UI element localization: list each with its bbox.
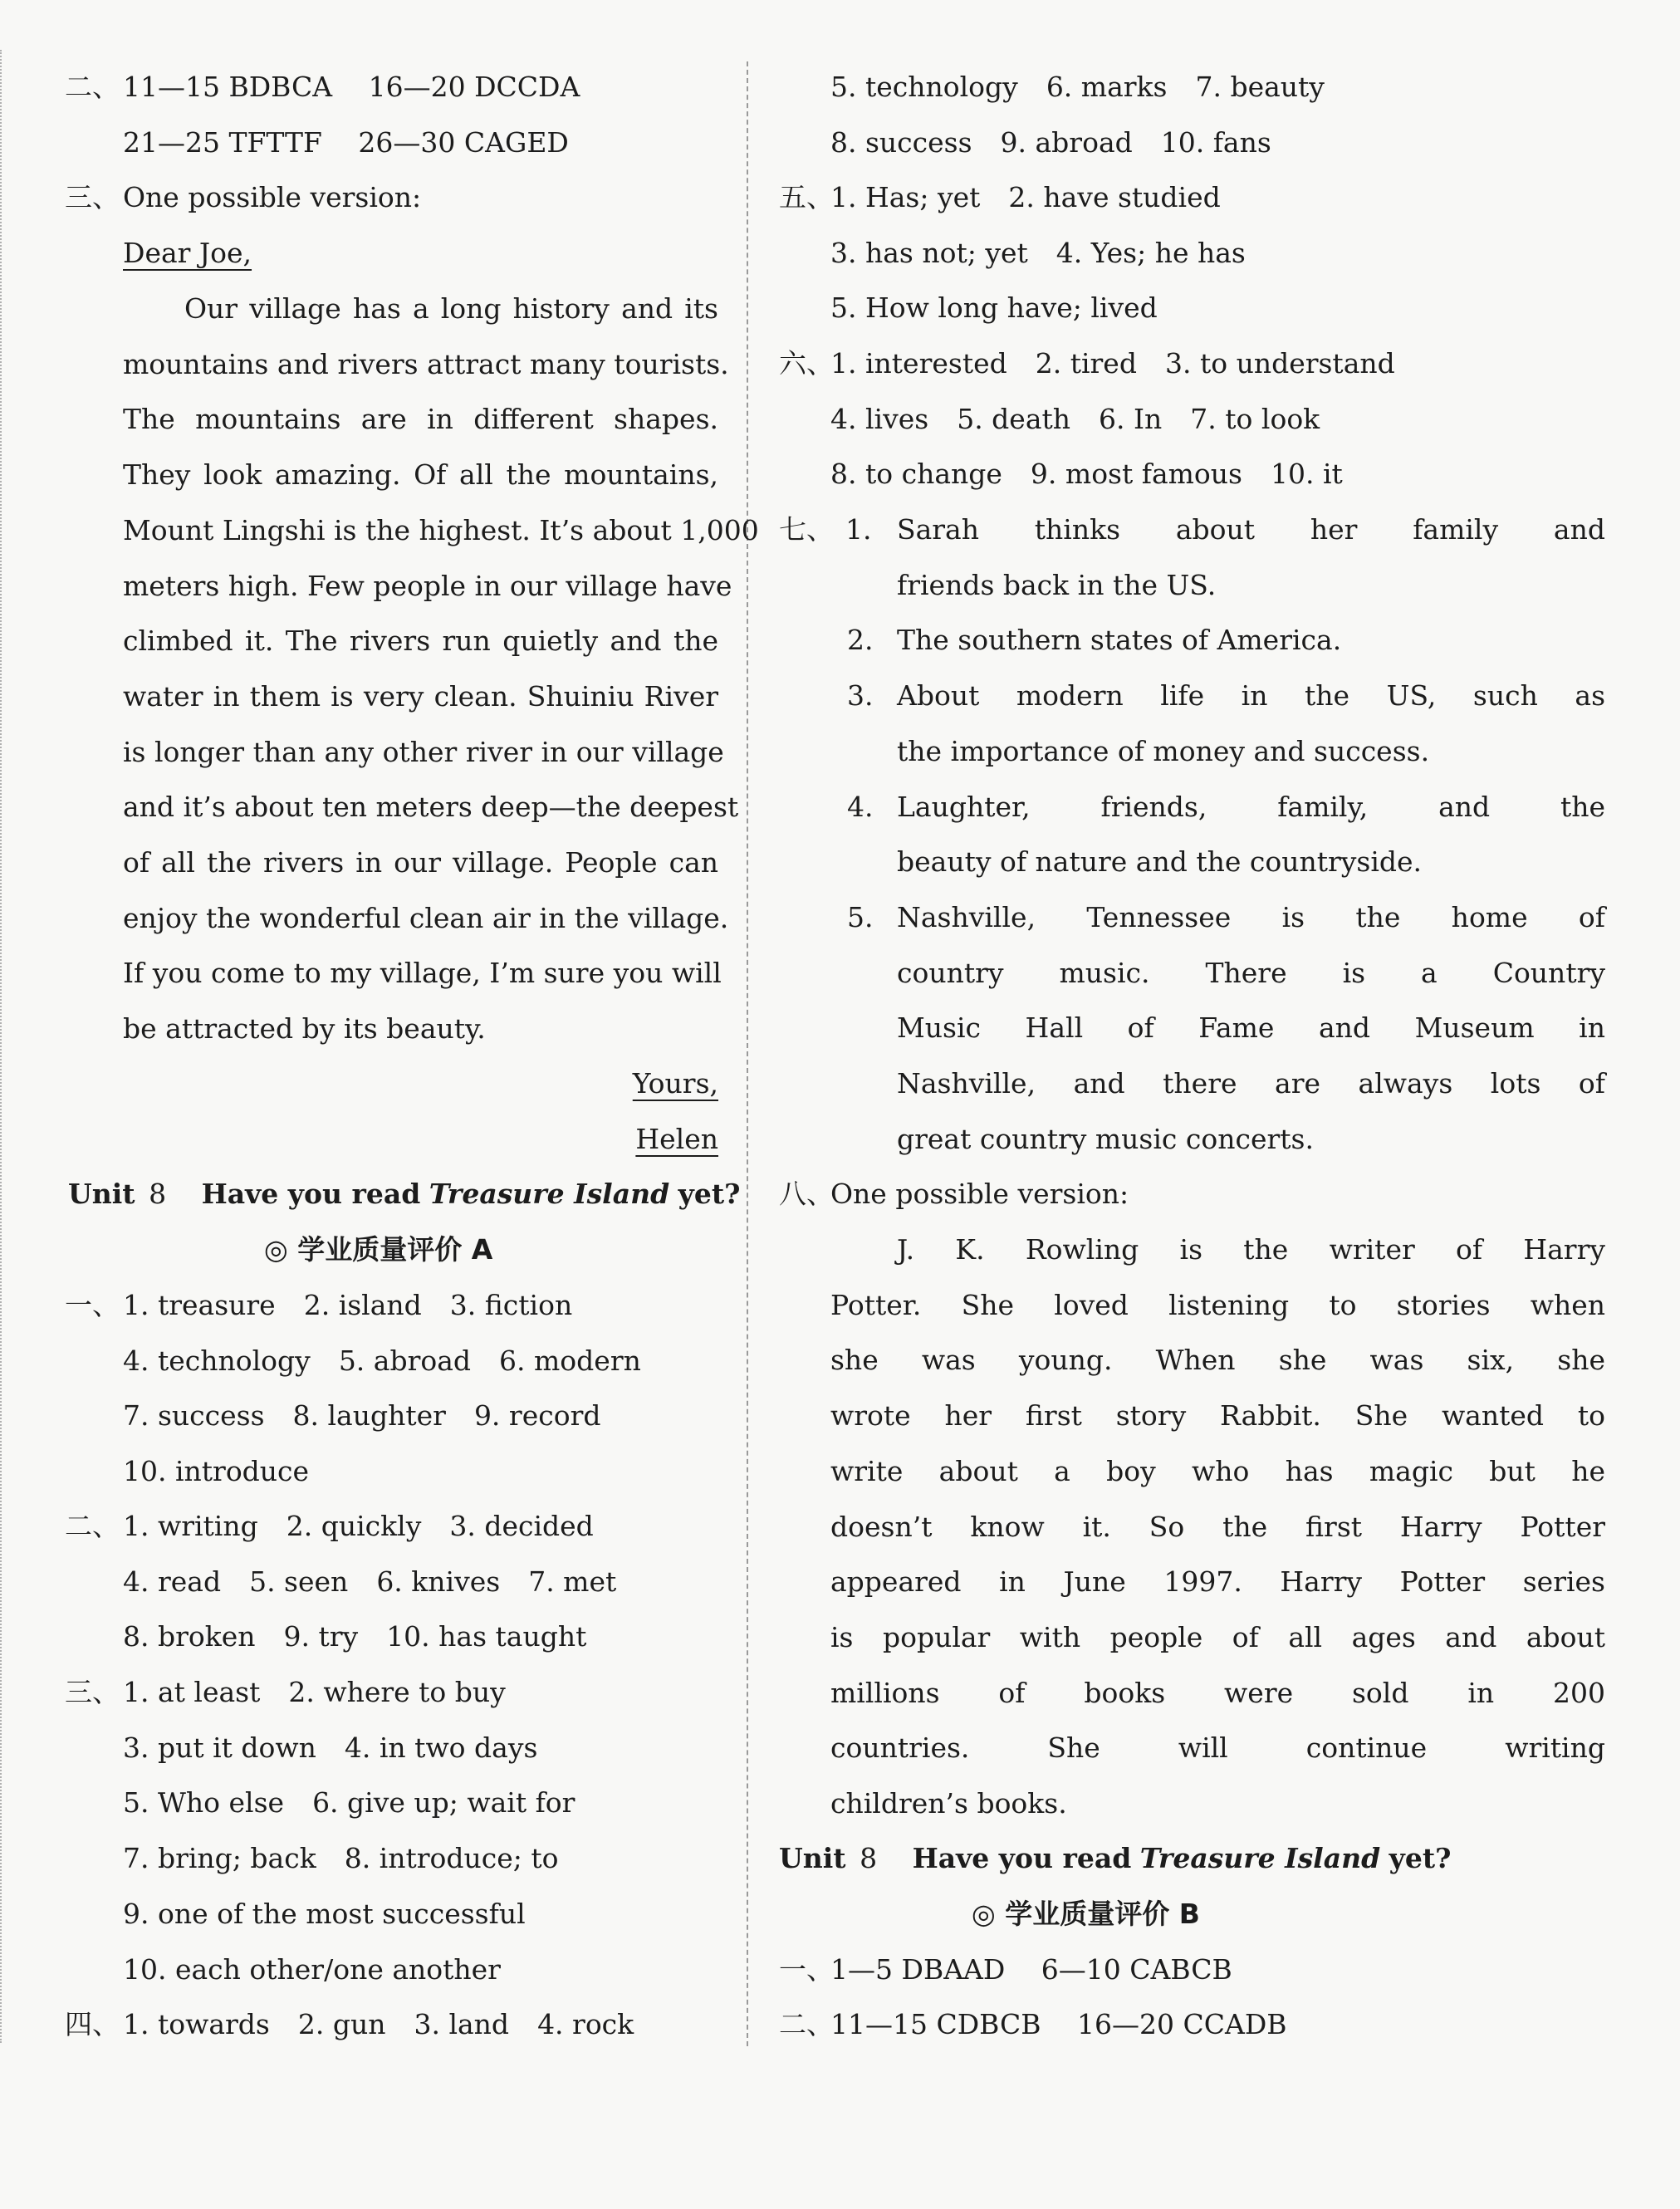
answer-item: 4. Yes; he has xyxy=(1056,237,1246,269)
section-label: 八、 xyxy=(779,1178,834,1210)
question-number: 3. xyxy=(847,679,874,712)
answer-row xyxy=(123,1786,603,1819)
question-number: 2. xyxy=(847,624,874,656)
essay-line: J. K. Rowling is the writer of Harry xyxy=(897,1233,1605,1266)
answer-text-line: Music Hall of Fame and Museum in xyxy=(897,1011,1605,1044)
question-number: 5. xyxy=(847,901,874,933)
answer-item: 5. technology xyxy=(830,71,1018,103)
answer-item: 1. Has; yet xyxy=(830,181,981,213)
answer-row xyxy=(830,291,1186,324)
answer-item: 3. to understand xyxy=(1164,347,1395,380)
answer-row xyxy=(123,1731,566,1764)
essay-line: appeared in June 1997. Harry Potter series xyxy=(830,1565,1605,1598)
answer-item: 7. met xyxy=(528,1565,617,1598)
answer-item: 2. tired xyxy=(1035,347,1137,380)
answer-item: 2. island xyxy=(303,1289,422,1321)
answer-item: 10. introduce xyxy=(123,1455,310,1487)
answer-line: 11—15 CDBCB 16—20 CCADB xyxy=(830,2008,1287,2040)
answer-item: 4. rock xyxy=(537,2008,634,2040)
answer-item: 6. marks xyxy=(1046,71,1168,103)
section-label: 四、 xyxy=(65,2008,120,2040)
essay-line: wrote her first story Rabbit. She wanted to xyxy=(830,1399,1605,1432)
answer-row xyxy=(123,1512,622,1540)
letter-line: water in them is very clean. Shuiniu River xyxy=(123,680,718,713)
answer-row xyxy=(123,1844,587,1872)
answer-item: 9. abroad xyxy=(1000,126,1133,159)
answer-row xyxy=(830,347,1423,380)
answer-item: 3. land xyxy=(414,2008,510,2040)
section-label: 七、 xyxy=(779,513,834,546)
answer-line: 21—25 TFTTF 26—30 CAGED xyxy=(123,126,569,159)
letter-line: If you come to my village, I’m sure you will xyxy=(123,957,722,989)
letter-line: is longer than any other river in our village xyxy=(123,736,724,768)
answer-item: 2. quickly xyxy=(286,1510,422,1542)
letter-closing: Yours, xyxy=(632,1067,718,1100)
answer-text-line: great country music concerts. xyxy=(897,1123,1314,1155)
answer-row xyxy=(123,1291,600,1319)
answer-item: 6. knives xyxy=(376,1565,501,1598)
answer-item: 1. towards xyxy=(123,2008,270,2040)
answer-row xyxy=(123,1678,534,1706)
answer-item: 8. broken xyxy=(123,1620,256,1653)
answer-item: 9. one of the most successful xyxy=(123,1898,526,1930)
answer-item: 3. fiction xyxy=(449,1289,573,1321)
answer-row xyxy=(830,126,1300,159)
unit-word: Unit xyxy=(68,1178,135,1210)
answer-item: 1. interested xyxy=(830,347,1007,380)
section-label: 二、 xyxy=(65,71,120,103)
answer-item: 4. lives xyxy=(830,403,929,435)
answer-item: 7. beauty xyxy=(1195,71,1325,103)
section-title: One possible version: xyxy=(830,1178,1129,1210)
section-label: 六、 xyxy=(779,347,834,380)
answer-item: 1. at least xyxy=(123,1676,261,1708)
answer-item: 8. to change xyxy=(830,458,1002,490)
answer-item: 10. each other/one another xyxy=(123,1953,501,1986)
unit-title-pre: Have you read xyxy=(201,1178,421,1210)
binding-edge xyxy=(0,50,3,2043)
section-label: 一、 xyxy=(779,1953,834,1986)
section-label: 三、 xyxy=(65,181,120,213)
essay-line: millions of books were sold in 200 xyxy=(830,1677,1605,1709)
answer-row xyxy=(123,1953,529,1986)
answer-row xyxy=(123,1565,644,1598)
unit-number: 8 xyxy=(149,1178,167,1210)
letter-line: Mount Lingshi is the highest. It’s about 1,000 xyxy=(123,514,759,546)
answer-row xyxy=(123,1457,337,1485)
letter-line: be attracted by its beauty. xyxy=(123,1012,486,1045)
unit-title-book: Treasure Island xyxy=(1139,1842,1381,1874)
answer-text-line: beauty of nature and the countryside. xyxy=(897,845,1423,878)
answer-item: 9. try xyxy=(283,1620,359,1653)
answer-item: 7. to look xyxy=(1190,403,1320,435)
answer-text-line: The southern states of America. xyxy=(897,624,1342,656)
answer-row xyxy=(830,458,1371,490)
answer-text-line: Nashville, and there are always lots of xyxy=(897,1067,1605,1100)
answer-item: 6. In xyxy=(1099,403,1163,435)
answer-item: 1. writing xyxy=(123,1510,258,1542)
answer-item: 5. death xyxy=(957,403,1071,435)
essay-line: doesn’t know it. So the first Harry Potter xyxy=(830,1511,1605,1543)
unit-title-pre: Have you read xyxy=(912,1842,1132,1874)
unit-title-post: yet? xyxy=(1389,1842,1452,1874)
section-title: One possible version: xyxy=(123,181,422,213)
answer-row xyxy=(123,1620,615,1653)
section-label: 二、 xyxy=(779,2008,834,2040)
answer-item: 5. How long have; lived xyxy=(830,291,1158,324)
answer-item: 6. modern xyxy=(499,1345,641,1377)
answer-item: 1. treasure xyxy=(123,1289,276,1321)
answer-text-line: friends back in the US. xyxy=(897,569,1217,601)
letter-line: They look amazing. Of all the mountains, xyxy=(123,458,718,491)
letter-line: enjoy the wonderful clean air in the village. xyxy=(123,902,729,934)
unit-title-book: Treasure Island xyxy=(429,1178,670,1210)
answer-item: 4. in two days xyxy=(344,1731,538,1764)
letter-line: and it’s about ten meters deep—the deepest xyxy=(123,791,739,823)
answer-text-line: Sarah thinks about her family and xyxy=(897,513,1605,546)
answer-text-line: Nashville, Tennessee is the home of xyxy=(897,901,1605,933)
section-label: 一、 xyxy=(65,1289,120,1321)
answer-item: 10. it xyxy=(1270,458,1343,490)
answer-item: 9. most famous xyxy=(1030,458,1242,490)
unit-heading xyxy=(779,1842,1452,1874)
letter-line: meters high. Few people in our village have xyxy=(123,570,732,602)
answer-text-line: Laughter, friends, family, and the xyxy=(897,791,1605,823)
evaluation-heading: ◎ 学业质量评价 B xyxy=(972,1898,1200,1930)
answer-item: 8. laughter xyxy=(292,1399,446,1432)
answer-item: 2. where to buy xyxy=(288,1676,506,1708)
unit-heading xyxy=(68,1178,741,1210)
answer-line: 1—5 DBAAD 6—10 CABCB xyxy=(830,1953,1232,1986)
unit-number: 8 xyxy=(860,1842,878,1874)
letter-line: Our village has a long history and its xyxy=(184,292,718,325)
answer-item: 7. bring; back xyxy=(123,1842,316,1874)
answer-item: 5. Who else xyxy=(123,1786,285,1819)
answer-item: 7. success xyxy=(123,1399,265,1432)
question-number: 4. xyxy=(847,791,874,823)
answer-item: 5. seen xyxy=(249,1565,349,1598)
essay-line: is popular with people of all ages and about xyxy=(830,1621,1605,1653)
answer-text-line: the importance of money and success. xyxy=(897,735,1430,767)
column-divider xyxy=(747,61,748,2046)
essay-line: she was young. When she was six, she xyxy=(830,1344,1605,1376)
answer-item: 10. has taught xyxy=(386,1620,587,1653)
letter-signature: Helen xyxy=(635,1123,718,1155)
answer-text-line: About modern life in the US, such as xyxy=(897,679,1605,712)
answer-item: 4. technology xyxy=(123,1345,311,1377)
essay-line: countries. She will continue writing xyxy=(830,1731,1605,1764)
section-label: 二、 xyxy=(65,1510,120,1542)
unit-word: Unit xyxy=(779,1842,846,1874)
answer-item: 10. fans xyxy=(1160,126,1271,159)
answer-item: 8. success xyxy=(830,126,972,159)
section-label: 三、 xyxy=(65,1676,120,1708)
answer-item: 3. has not; yet xyxy=(830,237,1028,269)
answer-item: 3. decided xyxy=(449,1510,594,1542)
answer-row xyxy=(123,1898,554,1930)
answer-item: 4. read xyxy=(123,1565,222,1598)
essay-line: write about a boy who has magic but he xyxy=(830,1455,1605,1487)
answer-item: 9. record xyxy=(473,1399,601,1432)
section-label: 五、 xyxy=(779,181,834,213)
essay-line: children’s books. xyxy=(830,1787,1067,1820)
question-number: 1. xyxy=(845,513,872,546)
answer-item: 2. gun xyxy=(297,2008,386,2040)
answer-row xyxy=(830,405,1348,433)
answer-item: 2. have studied xyxy=(1008,181,1221,213)
answer-row xyxy=(830,239,1274,267)
letter-line: climbed it. The rivers run quietly and the xyxy=(123,624,718,657)
answer-row xyxy=(123,1399,629,1432)
answer-row xyxy=(830,71,1353,103)
letter-greeting: Dear Joe, xyxy=(123,237,252,269)
essay-line: Potter. She loved listening to stories when xyxy=(830,1289,1605,1321)
evaluation-heading: ◎ 学业质量评价 A xyxy=(264,1233,493,1266)
answer-line: 11—15 BDBCA 16—20 DCCDA xyxy=(123,71,580,103)
answer-item: 3. put it down xyxy=(123,1731,316,1764)
answer-row xyxy=(830,181,1249,213)
letter-line: mountains and rivers attract many tourists. xyxy=(123,348,729,380)
unit-title-post: yet? xyxy=(678,1178,741,1210)
letter-line: of all the rivers in our village. People can xyxy=(123,846,718,879)
answer-text-line: country music. There is a Country xyxy=(897,957,1605,989)
answer-row xyxy=(123,2008,662,2040)
letter-line: The mountains are in different shapes. xyxy=(123,403,718,435)
answer-row xyxy=(123,1345,669,1377)
answer-item: 8. introduce; to xyxy=(344,1842,559,1874)
answer-item: 5. abroad xyxy=(338,1345,472,1377)
answer-item: 6. give up; wait for xyxy=(312,1786,576,1819)
